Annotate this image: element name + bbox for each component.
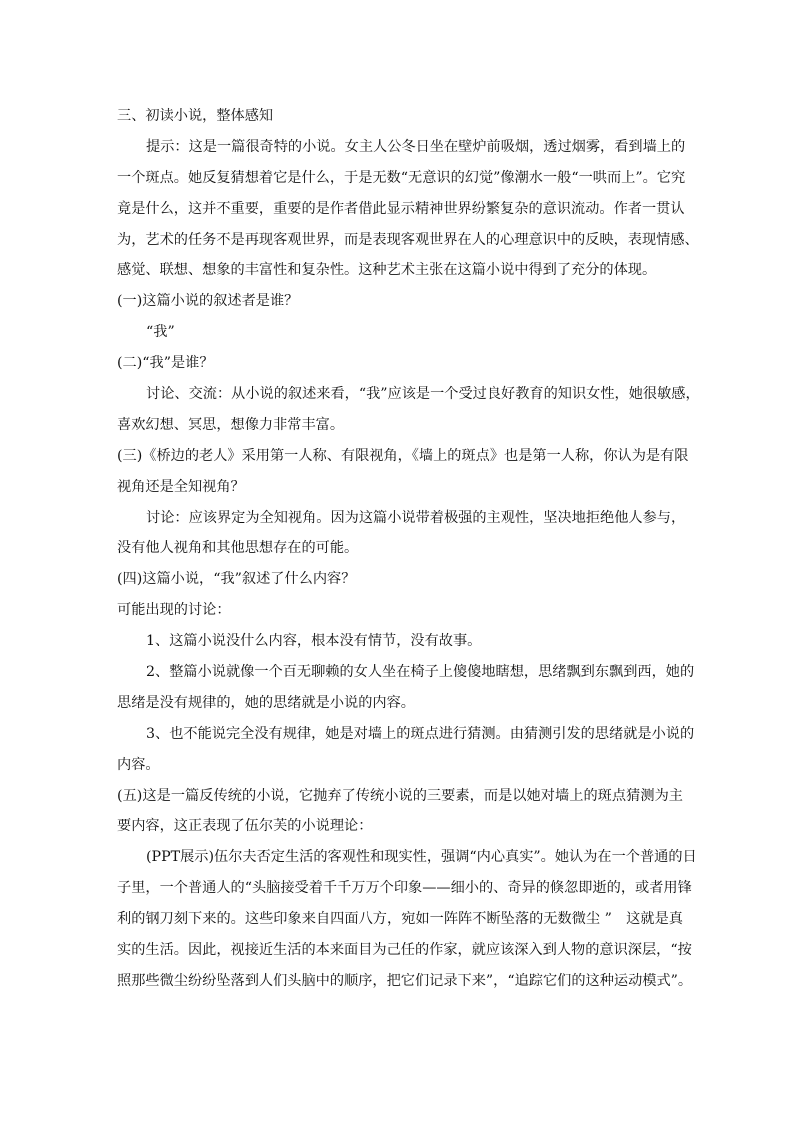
ppt-quote-line: 利的钢刀刻下来的。这些印象来自四面八方，宛如一阵阵不断坠落的无数微尘 ” 这就是真 — [117, 911, 683, 928]
answer-4-item-3-line: 3、也不能说完全没有规律，她是对墙上的斑点进行猜测。由猜测引发的思绪就是小说的 — [146, 725, 695, 742]
question-4-intro: 可能出现的讨论： — [117, 602, 231, 619]
answer-4-item-1: 1、这篇小说没什么内容，根本没有情节，没有故事。 — [146, 633, 482, 650]
hint-line: 提示：这是一篇很奇特的小说。女主人公冬日坐在壁炉前吸烟，透过烟雾，看到墙上的 — [146, 138, 686, 155]
answer-2-line: 喜欢幻想、冥思，想像力非常丰富。 — [117, 416, 345, 433]
answer-4-item-2-line: 2、整篇小说就像一个百无聊赖的女人坐在椅子上傻傻地瞎想，思绪飘到东飘到西，她的 — [146, 664, 695, 681]
ppt-quote-line: (PPT展示)伍尔夫否定生活的客观性和现实性，强调“内心真实”。她认为在一个普通的日 — [146, 849, 697, 866]
question-5-line: (五)这是一篇反传统的小说，它抛弃了传统小说的三要素，而是以她对墙上的斑点猜测为主 — [117, 787, 683, 804]
question-4: (四)这篇小说，“我”叙述了什么内容？ — [117, 571, 356, 588]
answer-4-item-3-line: 内容。 — [117, 756, 160, 773]
ppt-quote-line: 实的生活。因此，视接近生活的本来面目为己任的作家，就应该深入到人物的意识深层，“按 — [117, 942, 692, 959]
question-3-line: (三)《桥边的老人》采用第一人称、有限视角，《墙上的斑点》也是第一人称，你认为是有限 — [117, 447, 689, 464]
answer-2-line: 讨论、交流：从小说的叙述来看，“我”应该是一个受过良好教育的知识女性，她很敏感， — [146, 386, 700, 403]
answer-3-line: 没有他人视角和其他思想存在的可能。 — [117, 540, 359, 557]
hint-line: 一个斑点。她反复猜想着它是什么，于是无数“无意识的幻觉”像潮水一般“一哄而上”。它究 — [117, 169, 686, 186]
question-3-line: 视角还是全知视角？ — [117, 478, 245, 495]
question-2: (二)“我”是谁？ — [117, 355, 214, 372]
answer-1: “我” — [146, 324, 175, 341]
hint-line: 竟是什么，这并不重要，重要的是作者借此显示精神世界纷繁复杂的意识流动。作者一贯认 — [117, 200, 685, 217]
hint-line: 感觉、联想、想象的丰富性和复杂性。这种艺术主张在这篇小说中得到了充分的体现。 — [117, 262, 657, 279]
document-page — [117, 101, 700, 997]
answer-4-item-2-line: 思绪是没有规律的，她的思绪就是小说的内容。 — [117, 694, 415, 711]
question-5-line: 要内容，这正表现了伍尔芙的小说理论： — [117, 818, 373, 835]
answer-3-line: 讨论：应该界定为全知视角。因为这篇小说带着极强的主观性，坚决地拒绝他人参与， — [146, 509, 686, 526]
ppt-quote-line: 子里，一个普通人的“头脑接受着千千万万个印象——细小的、奇异的倏忽即逝的，或者用锋 — [117, 880, 692, 897]
section-title: 三、初读小说，整体感知 — [117, 108, 274, 124]
question-1: (一)这篇小说的叙述者是谁？ — [117, 293, 299, 310]
ppt-quote-line: 照那些微尘纷纷坠落到人们头脑中的顺序，把它们记录下来”，“追踪它们的这种运动模式”。 — [117, 972, 693, 989]
hint-line: 为，艺术的任务不是再现客观世界，而是表现客观世界在人的心理意识中的反映，表现情感、 — [117, 231, 699, 248]
